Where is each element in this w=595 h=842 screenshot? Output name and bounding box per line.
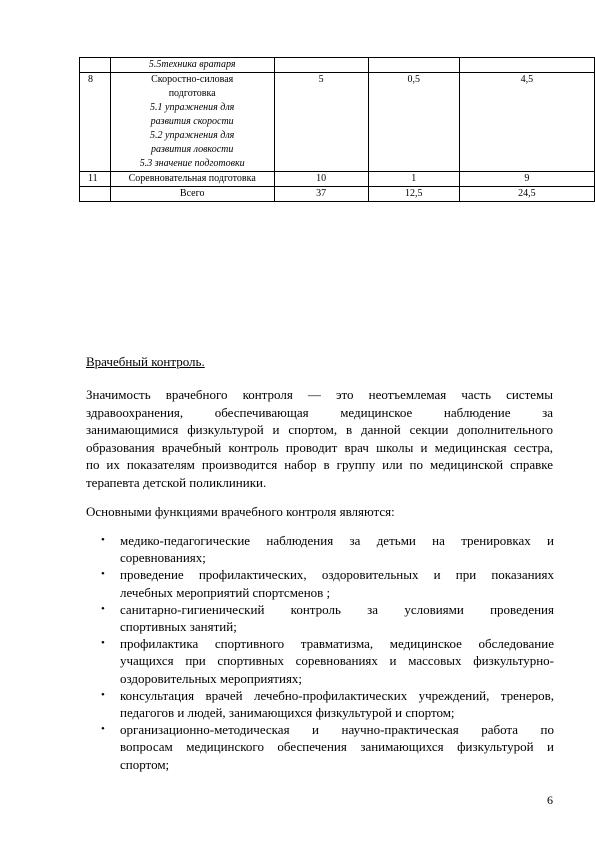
section-name-line: Соревновательная подготовка xyxy=(128,173,256,184)
bullet-icon: • xyxy=(101,688,105,701)
list-item xyxy=(86,687,554,721)
section-name-line: 5.3 значение подготовки xyxy=(139,158,245,169)
hours-cell-v2: 1 xyxy=(368,172,459,187)
row-number-cell xyxy=(80,58,111,73)
hours-cell-v1: 10 xyxy=(274,172,368,187)
section-name-line: 5.5техника вратаря xyxy=(148,59,236,70)
list-item xyxy=(86,601,554,635)
list-item-line: оздоровительных мероприятиях; xyxy=(120,670,303,686)
list-item xyxy=(86,635,554,687)
hours-cell-v1: 37 xyxy=(274,187,368,202)
hours-cell-v3: 4,5 xyxy=(459,73,594,172)
row-number-cell: 11 xyxy=(80,172,111,187)
list-item-line: вопросам медицинского обеспечения занимающихся физкультурой и xyxy=(120,739,554,755)
list-item-line: педагогов и людей, занимающихся физкультурой и спортом; xyxy=(120,705,455,721)
section-name-line: 5.2 упражнения для xyxy=(150,130,235,141)
section-name-line: развития скорости xyxy=(150,116,234,127)
medical-control-paragraph xyxy=(86,386,553,491)
paragraph-line: Значимость врачебного контроля — это неотъемлемая часть системы xyxy=(86,387,553,402)
hours-cell-v3: 24,5 xyxy=(459,187,594,202)
section-name-cell xyxy=(110,58,274,73)
section-title: Врачебный контроль. xyxy=(86,354,205,369)
list-item-text xyxy=(120,635,554,687)
section-name-line: 5.1 упражнения для xyxy=(150,102,235,113)
section-name-line: Всего xyxy=(179,188,205,199)
list-item-text xyxy=(120,687,554,721)
list-item-line: учащихся при спортивных соревнованиях и массовых физкультурно- xyxy=(120,653,554,669)
paragraph-line: по их показателям производится набор в группу или по медицинской справке xyxy=(86,457,553,472)
list-item-line: спортом; xyxy=(120,756,170,772)
bullet-icon: • xyxy=(101,602,105,615)
bullet-icon: • xyxy=(101,568,105,581)
hours-cell-v3 xyxy=(459,58,594,73)
list-item xyxy=(86,532,554,566)
list-item-line: организационно-методическая и научно-практическая работа по xyxy=(120,722,554,738)
bullet-icon: • xyxy=(101,723,105,736)
page-number: 6 xyxy=(547,793,553,807)
table-row xyxy=(80,187,595,202)
table-row xyxy=(80,73,595,172)
section-name-cell xyxy=(110,73,274,172)
paragraph-line: здравоохранения, обеспечивающая медицинское наблюдение за xyxy=(86,404,553,420)
table-row xyxy=(80,58,595,73)
list-item-line: санитарно-гигиенический контроль за условиями проведения xyxy=(120,601,554,617)
hours-cell-v2: 12,5 xyxy=(368,187,459,202)
hours-cell-v2 xyxy=(368,58,459,73)
list-item-text xyxy=(120,721,554,773)
table-row xyxy=(80,172,595,187)
functions-list xyxy=(86,532,554,773)
list-item-line: консультация врачей лечебно-профилактических учреждений, тренеров, xyxy=(120,687,554,703)
bullet-icon: • xyxy=(101,637,105,650)
section-name-line: подготовка xyxy=(168,88,216,99)
list-item-text xyxy=(120,532,554,566)
section-name-line: развития ловкости xyxy=(150,144,234,155)
hours-cell-v1 xyxy=(274,58,368,73)
list-item-line: медико-педагогические наблюдения за детьми на тренировках и xyxy=(120,533,554,548)
list-item-line: лечебных мероприятий спортсменов ; xyxy=(120,584,331,600)
paragraph-line: образования врачебный контроль проводит врач школы и медицинская сестра, xyxy=(86,439,553,455)
row-number-cell: 8 xyxy=(80,73,111,172)
list-item-text xyxy=(120,601,554,635)
list-item-line: проведение профилактических, оздоровительных и при показаниях xyxy=(120,567,554,583)
training-plan-table xyxy=(79,57,595,202)
hours-cell-v2: 0,5 xyxy=(368,73,459,172)
list-item-text xyxy=(120,566,554,600)
list-item-line: профилактика спортивного травматизма, медицинское обследование xyxy=(120,636,554,652)
list-item-line: соревнованиях; xyxy=(120,550,206,566)
section-name-cell xyxy=(110,172,274,187)
section-name-cell xyxy=(110,187,274,202)
list-item-line: спортивных занятий; xyxy=(120,619,237,635)
paragraph-line: терапевта детской поликлиники. xyxy=(86,474,267,490)
functions-intro: Основными функциями врачебного контроля являются: xyxy=(86,504,395,519)
paragraph-line: занимающимися физкультурой и спортом, в данной секции дополнительного xyxy=(86,422,553,437)
hours-cell-v1: 5 xyxy=(274,73,368,172)
hours-cell-v3: 9 xyxy=(459,172,594,187)
row-number-cell xyxy=(80,187,111,202)
list-item xyxy=(86,566,554,600)
bullet-icon: • xyxy=(101,534,105,546)
list-item xyxy=(86,721,554,773)
section-name-line: Скоростно-силовая xyxy=(151,74,234,85)
